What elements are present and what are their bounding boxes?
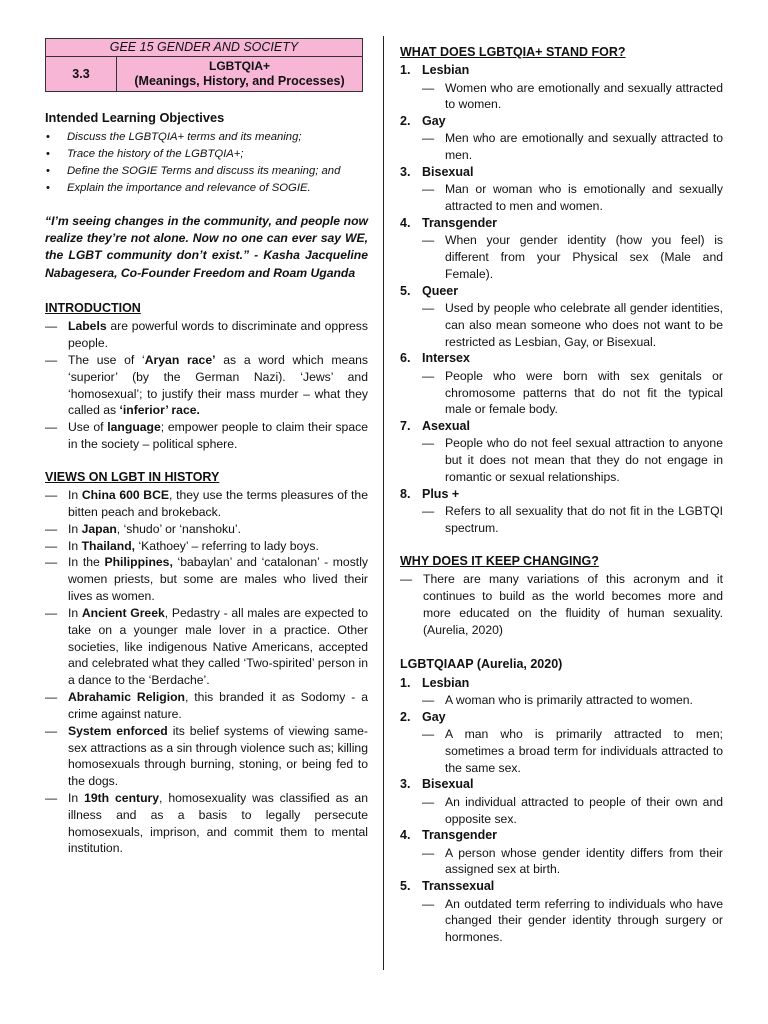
dash-marker: — — [45, 605, 58, 620]
list-item: — System enforced its belief systems of viewing same-sex attractions as a sin through violence such as; killing homosexuals through burning, stoning, or being fed to the dogs. — [45, 723, 368, 789]
term-number: 1. — [400, 675, 411, 690]
term-title — [400, 878, 723, 895]
term-number: 6. — [400, 351, 411, 366]
term-entry — [400, 878, 723, 946]
term-definition — [400, 181, 723, 215]
term-name: Transsexual — [422, 879, 495, 894]
topic-subtitle: (Meanings, History, and Processes) — [134, 73, 345, 88]
term-definition — [400, 896, 723, 946]
term-name: Intersex — [422, 351, 470, 366]
term-title — [400, 164, 723, 181]
left-column — [45, 38, 368, 873]
term-definition — [400, 232, 723, 282]
list-item: — In Japan, ‘shudo’ or ‘nanshoku’. — [45, 521, 242, 536]
term-definition — [400, 130, 723, 164]
term-title — [400, 709, 723, 726]
definition-text: Refers to all sexuality that do not fit in the LGBTQI spectrum. — [445, 504, 723, 535]
lgbtqiaap-heading: LGBTQIAAP (Aurelia, 2020) — [400, 657, 563, 672]
term-number: 1. — [400, 63, 411, 78]
objectives-list — [45, 129, 368, 197]
list-item: — Abrahamic Religion, this branded it as Sodomy - a crime against nature. — [45, 690, 368, 721]
definition-text: When your gender identity (how you feel) is different from your Physical sex (Male and Female). — [445, 233, 723, 281]
term-definition — [400, 503, 723, 537]
term-number: 8. — [400, 486, 411, 501]
list-item: — In Thailand, ‘Kathoey’ – referring to lady boys. — [45, 538, 319, 553]
dash-marker: — — [422, 80, 435, 95]
list-item: — In China 600 BCE, they use the terms pleasures of the bitten peach and brokeback. — [45, 488, 368, 519]
definition-text: A man who is primarily attracted to men; sometimes a broad term for individuals attracted to the same sex. — [445, 726, 723, 775]
term-name: Queer — [422, 283, 459, 298]
term-definition — [400, 845, 723, 879]
term-entry — [400, 418, 723, 486]
term-title — [400, 350, 723, 367]
term-entry — [400, 215, 723, 283]
term-title — [400, 827, 723, 844]
introduction-list — [45, 318, 368, 453]
introduction-heading: INTRODUCTION — [45, 300, 141, 315]
dash-marker: — — [400, 572, 413, 587]
term-name: Transgender — [422, 828, 498, 843]
term-name: Asexual — [422, 419, 470, 434]
term-title — [400, 776, 723, 793]
definition-text: An outdated term referring to individuals who have changed their gender identity through surgery or hormones. — [445, 896, 723, 945]
term-number: 4. — [400, 215, 411, 230]
dash-marker: — — [45, 488, 58, 503]
term-name: Lesbian — [422, 675, 470, 690]
term-title — [400, 113, 723, 130]
term-definition — [400, 794, 723, 828]
term-entry — [400, 350, 723, 418]
term-entry — [400, 709, 723, 777]
term-entry — [400, 113, 723, 164]
module-header-table — [45, 38, 363, 92]
dash-marker: — — [45, 555, 58, 570]
definition-text: Women who are emotionally and sexually attracted to women. — [445, 80, 723, 112]
dash-marker: — — [45, 690, 58, 705]
term-definition — [400, 368, 723, 418]
definition-text: A person whose gender identity differs from their assigned sex at birth. — [445, 845, 723, 877]
list-item: — In Ancient Greek, Pedastry - all males are expected to take on a younger male lover in a practice. Other societies, like indigenous Native Americans, accepted and celebrated what they called ‘Two-spirited’ person in a dance to the ‘Berdache’. — [45, 605, 368, 688]
dash-marker: — — [422, 896, 435, 911]
term-definition — [400, 692, 723, 709]
dash-marker: — — [45, 352, 58, 367]
term-number: 3. — [400, 165, 411, 180]
dash-marker: — — [422, 368, 435, 383]
term-number: 5. — [400, 283, 411, 298]
dash-marker: — — [45, 521, 58, 536]
module-number: 3.3 — [46, 57, 117, 92]
term-definition — [400, 435, 723, 485]
definition-text: Men who are emotionally and sexually attracted to men. — [445, 131, 723, 163]
dash-marker: — — [45, 723, 58, 738]
term-name: Lesbian — [422, 63, 470, 78]
dash-marker: — — [422, 436, 435, 451]
objectives-heading: Intended Learning Objectives — [45, 110, 225, 126]
definition-text: Used by people who celebrate all gender identities, can also mean someone who does not want to be restricted as Lesbian, Gay, or Bisexual. — [445, 300, 723, 349]
views-list — [45, 487, 368, 857]
changing-list — [400, 571, 723, 638]
dash-marker: — — [422, 845, 435, 860]
dash-marker: — — [45, 319, 58, 334]
definition-text: People who were born with sex genitals or chromosome patterns that do not fit the typical male or female body. — [445, 368, 723, 417]
term-title — [400, 215, 723, 232]
term-name: Transgender — [422, 215, 498, 230]
objective-item: • Define the SOGIE Terms and discuss its meaning; and — [45, 163, 368, 180]
term-number: 2. — [400, 114, 411, 129]
term-title — [400, 418, 723, 435]
term-entry — [400, 283, 723, 351]
bullet-icon: • — [46, 147, 50, 160]
bullet-icon: • — [46, 181, 50, 194]
quote-block: “I’m seeing changes in the community, and people now realize they’re not alone. Now no one can ever say WE, the LGBT community don’t exist.” - Kasha Jacqueline Nabagesera, Co-Founder Freedom and Roam Uganda — [45, 213, 368, 280]
list-item: — Labels are powerful words to discriminate and oppress people. — [45, 319, 368, 351]
term-definition — [400, 80, 723, 114]
dash-marker: — — [422, 131, 435, 146]
term-name: Plus + — [422, 486, 460, 501]
list-item: — The use of ‘Aryan race’ as a word which means ‘superior’ (by the German Nazi). ‘Jews’ and ‘homosexual’; to justify their mass murder – what they called as ‘inferior’ race. — [45, 352, 368, 418]
term-entry — [400, 776, 723, 827]
dash-marker: — — [45, 538, 58, 553]
dash-marker: — — [422, 726, 435, 741]
objective-item: • Explain the importance and relevance of SOGIE. — [45, 180, 368, 197]
term-number: 4. — [400, 828, 411, 843]
definition-text: Man or woman who is emotionally and sexually attracted to men and women. — [445, 182, 723, 214]
list-item: — Use of language; empower people to claim their space in the society – political sphere. — [45, 420, 368, 452]
dash-marker: — — [422, 504, 435, 519]
term-number: 5. — [400, 879, 411, 894]
objective-item: • Trace the history of the LGBTQIA+; — [45, 146, 368, 163]
definition-text: An individual attracted to people of their own and opposite sex. — [445, 794, 723, 826]
term-definition — [400, 300, 723, 350]
term-title — [400, 62, 723, 79]
term-title — [400, 283, 723, 300]
course-title: GEE 15 GENDER AND SOCIETY — [46, 39, 363, 57]
lgbtqiaap-list — [400, 675, 723, 946]
term-name: Bisexual — [422, 777, 474, 792]
term-number: 3. — [400, 777, 411, 792]
dash-marker: — — [422, 300, 435, 315]
term-entry — [400, 827, 723, 878]
stand-for-list — [400, 62, 723, 537]
term-entry — [400, 164, 723, 215]
dash-marker: — — [45, 420, 58, 435]
definition-text: People who do not feel sexual attraction to anyone but it does not mean that they do not engage in romantic or sexual relationships. — [445, 436, 723, 485]
term-entry — [400, 486, 723, 537]
term-definition — [400, 726, 723, 776]
dash-marker: — — [422, 233, 435, 248]
term-title — [400, 675, 723, 692]
term-number: 7. — [400, 419, 411, 434]
bullet-icon: • — [46, 164, 50, 177]
bullet-icon: • — [46, 130, 50, 143]
topic-title: LGBTQIA+ — [208, 58, 270, 73]
column-divider — [383, 36, 384, 970]
views-heading: VIEWS ON LGBT IN HISTORY — [45, 469, 220, 484]
term-entry — [400, 675, 723, 709]
term-title — [400, 486, 723, 503]
term-number: 2. — [400, 709, 411, 724]
list-item: — In 19th century, homosexuality was classified as an illness and as a basis to legally persecute homosexuals, imprison, and commit them to mental institution. — [45, 791, 368, 856]
module-topic — [117, 57, 363, 92]
term-name: Gay — [422, 709, 446, 724]
dash-marker: — — [422, 794, 435, 809]
dash-marker: — — [422, 692, 435, 707]
objective-item: • Discuss the LGBTQIA+ terms and its meaning; — [45, 129, 368, 146]
changing-heading: WHY DOES IT KEEP CHANGING? — [400, 553, 599, 568]
stand-for-heading: WHAT DOES LGBTQIA+ STAND FOR? — [400, 45, 626, 59]
term-name: Bisexual — [422, 165, 474, 180]
definition-text: A woman who is primarily attracted to women. — [445, 692, 693, 707]
right-column — [400, 44, 723, 946]
dash-marker: — — [45, 791, 58, 805]
term-name: Gay — [422, 114, 446, 129]
term-entry — [400, 62, 723, 113]
list-item: — In the Philippines, ‘babaylan’ and ‘catalonan’ - mostly women priests, but some are males who lived their lives as women. — [45, 555, 368, 604]
dash-marker: — — [422, 182, 435, 197]
list-item: — There are many variations of this acronym and it continues to build as the world becomes more and more educated on the fluidity of human sexuality. (Aurelia, 2020) — [400, 572, 723, 637]
